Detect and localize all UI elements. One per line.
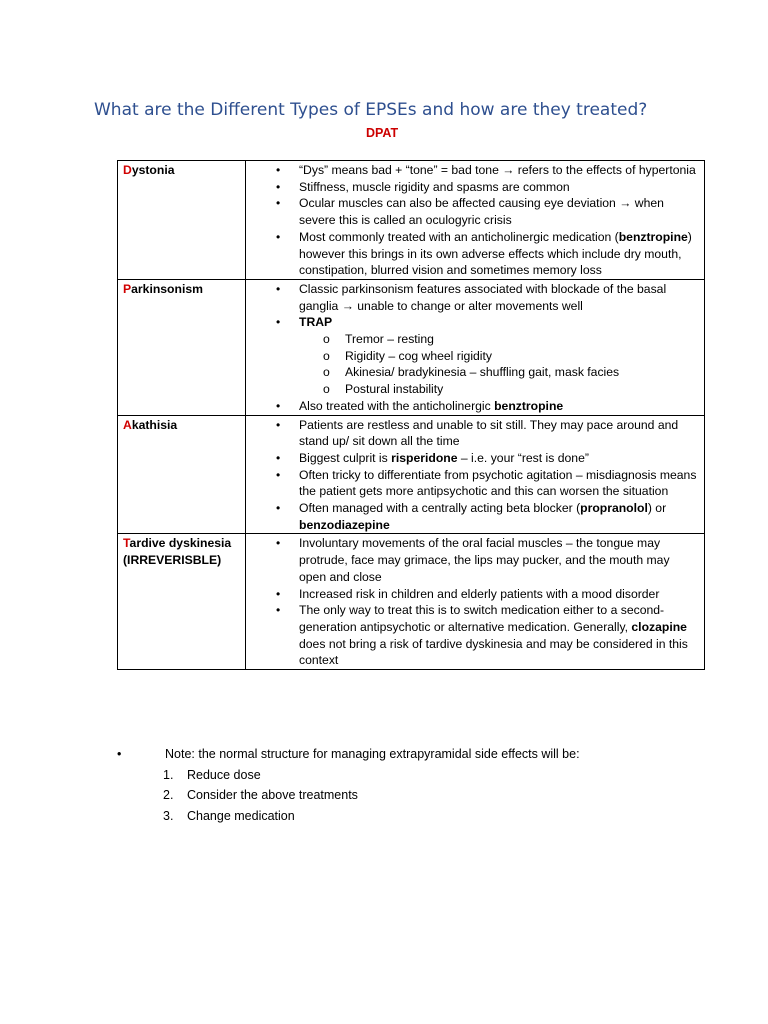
bullet-item (299, 195, 700, 228)
bullet-item (299, 500, 700, 533)
trap-item: o Rigidity – cog wheel rigidity (345, 348, 700, 365)
bullet-text: Stiffness, muscle rigidity and spasms are common (299, 179, 570, 194)
bullet-item (299, 229, 700, 279)
bold-drug-name: propranolol (580, 501, 648, 516)
bullet-item (299, 162, 700, 179)
bullet-list (251, 162, 700, 279)
bullet-text: Increased risk in children and elderly patients with a mood disorder (299, 586, 660, 601)
step-text: Consider the above treatments (187, 788, 358, 802)
bullet-text: The only way to treat this is to switch medication either to a second-generation antipsychotic or alternative medication. Generally, (299, 603, 665, 634)
step-text: Change medication (187, 808, 295, 823)
bullet-item (299, 535, 700, 585)
step-number: 3. (163, 808, 174, 823)
bullet-item (299, 398, 700, 415)
bullet-text: – i.e. your “rest is done” (457, 450, 589, 465)
bold-drug-name: benzodiazepine (299, 517, 390, 532)
step-text: Reduce dose (187, 767, 261, 782)
epse-initial: D (123, 163, 132, 177)
step-number: 2. (163, 788, 174, 802)
epse-detail-cell (246, 279, 705, 415)
trap-sublist (299, 331, 700, 398)
notes-section (117, 744, 717, 826)
bullet-text: “Dys” means bad + “tone” = bad tone → refers to the effects of hypertonia (299, 163, 696, 177)
bullet-item (299, 586, 700, 603)
bold-drug-name: clozapine (631, 619, 687, 634)
bullet-text: Often managed with a centrally acting beta blocker ( (299, 501, 581, 516)
epse-name-cell (118, 534, 246, 670)
epse-name-rest: ystonia (131, 163, 175, 177)
trap-item: o Postural instability (345, 381, 700, 398)
step-item (163, 806, 717, 827)
page-title: What are the Different Types of EPSEs and how are they treated? (94, 100, 648, 120)
epse-initial: P (123, 281, 132, 296)
epse-name-rest: arkinsonism (131, 281, 203, 296)
bullet-item (299, 417, 700, 450)
epse-initial: T (123, 536, 130, 551)
epse-table (117, 160, 705, 670)
bullet-item (299, 450, 700, 467)
epse-detail-cell (246, 534, 705, 670)
epse-name-cell (118, 161, 246, 280)
epse-detail-cell (246, 161, 705, 280)
bullet-text: Most commonly treated with an anticholinergic medication ( (299, 229, 619, 244)
bullet-item (299, 602, 700, 669)
epse-name-rest: ardive dyskinesia (129, 536, 232, 551)
management-steps (117, 765, 717, 827)
bullet-text: Also treated with the anticholinergic (299, 398, 495, 413)
bold-drug-name: benztropine (618, 229, 688, 244)
bullet-item (299, 281, 700, 314)
bullet-item (299, 314, 700, 398)
bullet-text: ) or (647, 501, 667, 516)
trap-heading: TRAP (299, 315, 333, 330)
bold-drug-name: risperidone (391, 450, 458, 465)
note-intro: • Note: the normal structure for managing extrapyramidal side effects will be: (117, 744, 717, 765)
bullet-text: Biggest culprit is (299, 450, 392, 465)
epse-name-rest: kathisia (131, 417, 178, 432)
step-number: 1. (163, 767, 174, 782)
trap-item: o Akinesia/ bradykinesia – shuffling gait, mask facies (345, 364, 700, 381)
bullet-list (251, 281, 700, 415)
epse-initial: A (123, 417, 132, 432)
bullet-text: Classic parkinsonism features associated with blockade of the basal ganglia → unable to change or alter movements well (299, 281, 667, 313)
epse-detail-cell (246, 415, 705, 534)
bullet-item (299, 467, 700, 500)
table-row-akathisia (118, 415, 705, 534)
irreversible-label: (IRREVERISBLE) (123, 553, 222, 568)
acronym-heading: DPAT (366, 126, 399, 140)
step-item (163, 765, 717, 786)
bullet-item (299, 179, 700, 196)
bullet-text: Patients are restless and unable to sit still. They may pace around and stand up/ sit down all the time (299, 417, 679, 449)
table-row-parkinsonism (118, 279, 705, 415)
bullet-text: does not bring a risk of tardive dyskinesia and may be considered in this context (299, 636, 688, 668)
bullet-text: ) however this brings in its own adverse effects which include dry mouth, constipation, blurred vision and sometimes memory loss (299, 229, 692, 278)
table-row-tardive-dyskinesia (118, 534, 705, 670)
bold-drug-name: benztropine (494, 398, 564, 413)
epse-name-cell (118, 415, 246, 534)
trap-item: o Tremor – resting (345, 331, 700, 348)
bullet-list (251, 535, 700, 669)
bullet-text: Ocular muscles can also be affected causing eye deviation → when severe this is called an oculogyric crisis (299, 196, 664, 228)
step-item (163, 785, 717, 806)
bullet-text: Involuntary movements of the oral facial muscles – the tongue may protrude, face may grimace, the lips may pucker, and the mouth may open and close (299, 536, 670, 584)
table-row-dystonia (118, 161, 705, 280)
epse-name-cell (118, 279, 246, 415)
bullet-text: Often tricky to differentiate from psychotic agitation – misdiagnosis means the patient gets more antipsychotic and this can worsen the situation (299, 467, 697, 499)
bullet-list (251, 417, 700, 534)
